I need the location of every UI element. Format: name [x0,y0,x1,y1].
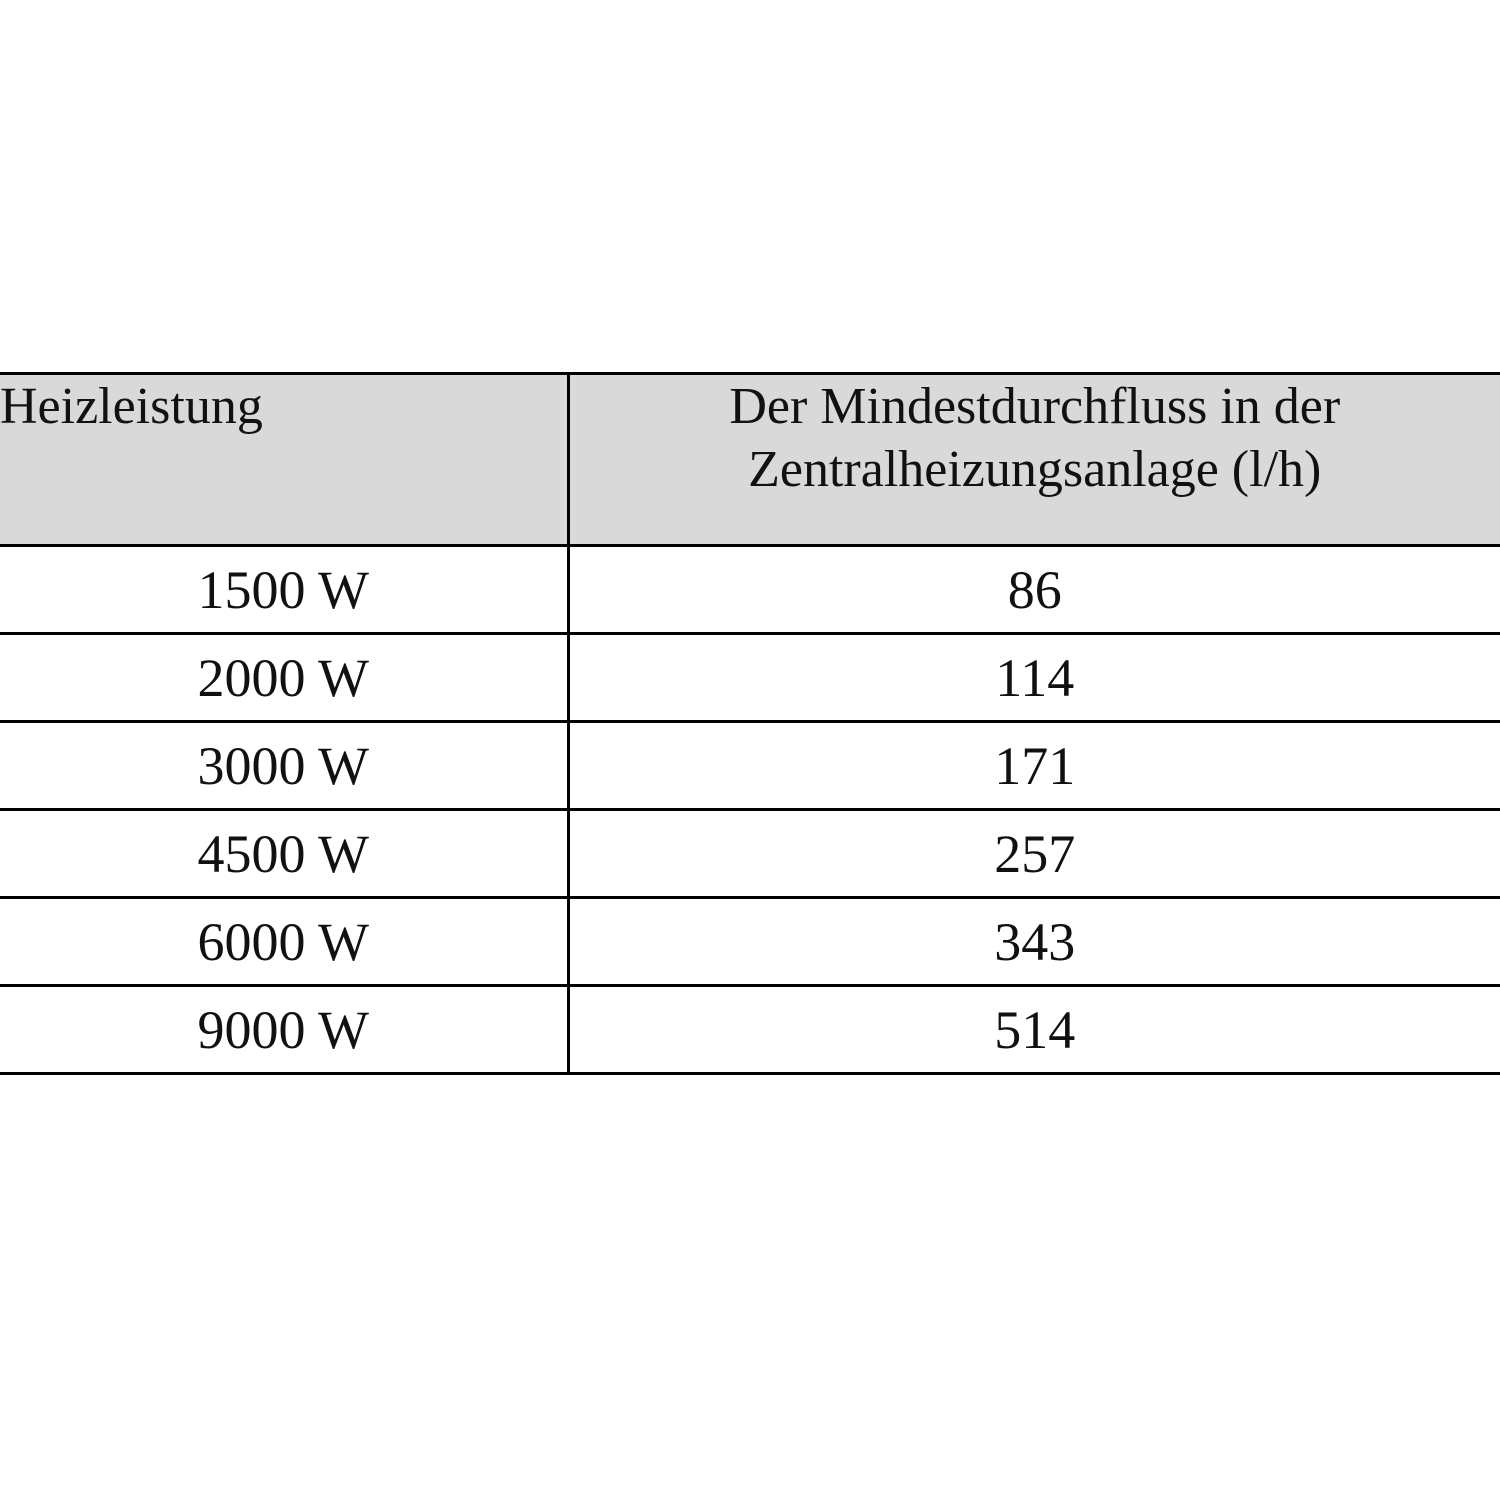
cell-minimum-flow: 86 [568,546,1500,634]
table-header [0,374,1500,546]
cell-minimum-flow: 171 [568,722,1500,810]
cell-heating-power: 3000 W [0,722,568,810]
column-header-heating-power: Heizleistung [0,374,568,546]
cell-heating-power: 4500 W [0,810,568,898]
table-row [0,722,1500,810]
table-body [0,546,1500,1074]
table-row [0,546,1500,634]
table-row [0,810,1500,898]
table-row [0,898,1500,986]
table-row [0,986,1500,1074]
table-row [0,634,1500,722]
table-header-row [0,374,1500,546]
cell-heating-power: 6000 W [0,898,568,986]
cell-minimum-flow: 343 [568,898,1500,986]
cell-minimum-flow: 114 [568,634,1500,722]
cell-heating-power: 9000 W [0,986,568,1074]
cell-heating-power: 2000 W [0,634,568,722]
cell-minimum-flow: 257 [568,810,1500,898]
column-header-minimum-flow: Der Mindestdurchfluss in der Zentralheizungsanlage (l/h) [568,374,1500,546]
heating-flow-table [0,372,1500,1075]
heating-flow-table-container [0,372,1500,1075]
cell-heating-power: 1500 W [0,546,568,634]
cell-minimum-flow: 514 [568,986,1500,1074]
